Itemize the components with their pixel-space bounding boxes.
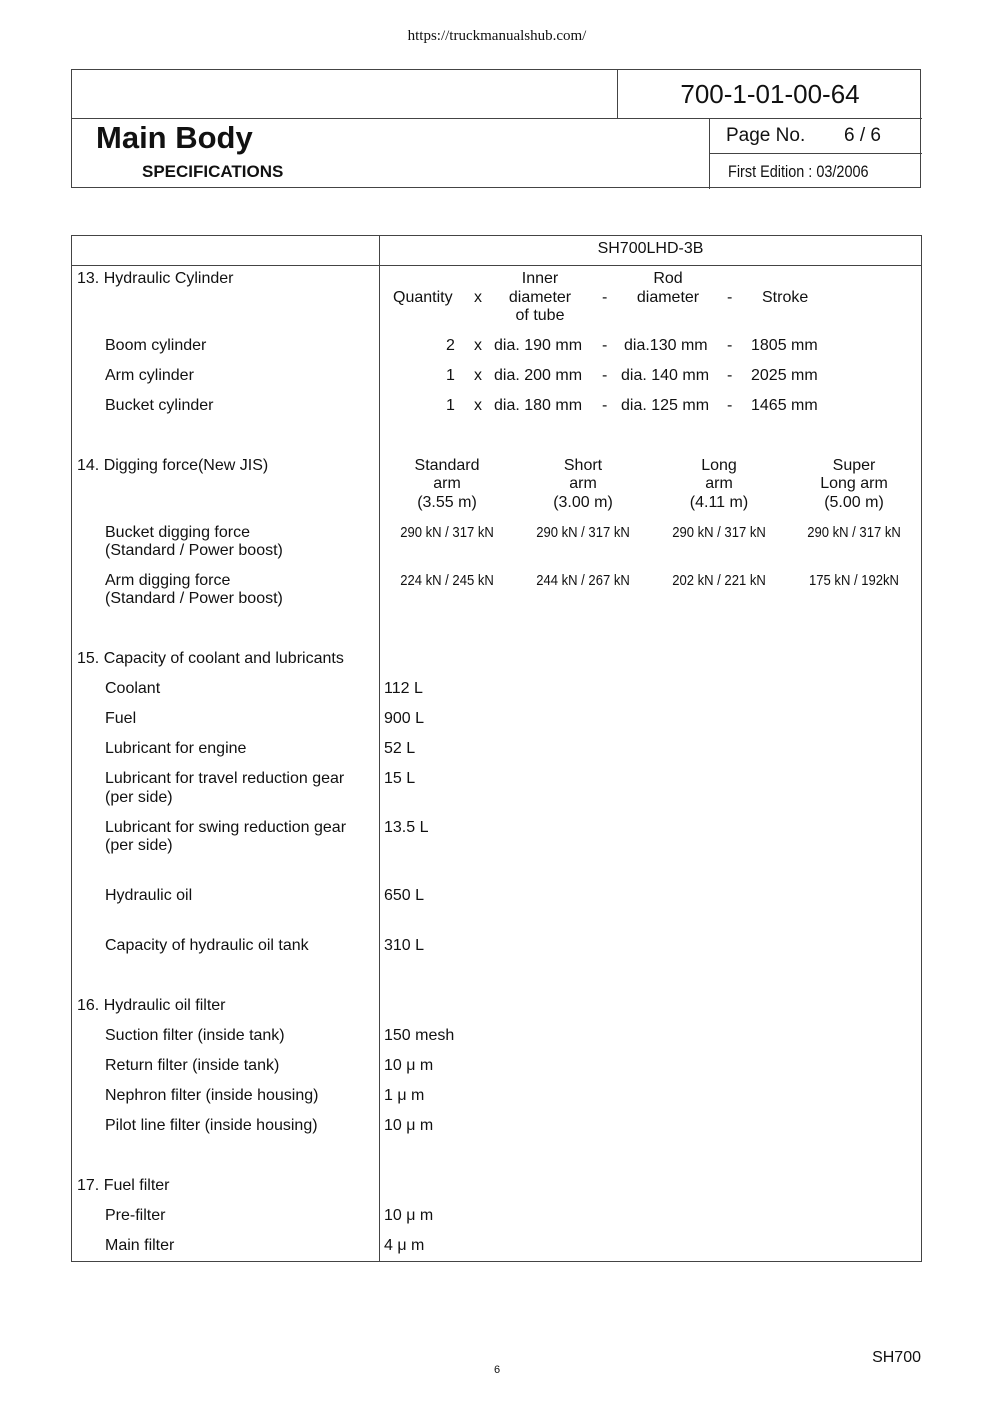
col-header-super-long-arm: Long arm	[820, 475, 888, 492]
cell-dash: -	[602, 337, 608, 354]
col-header-inner: of tube	[515, 307, 565, 324]
cell-rod: dia. 140 mm	[621, 367, 710, 384]
footer-model: SH700	[872, 1349, 921, 1366]
cell-value: 290 kN / 317 kN	[807, 524, 901, 541]
cell-rod: dia. 125 mm	[621, 397, 710, 414]
cell-dash: -	[727, 397, 733, 414]
col-header-quantity: Quantity	[393, 289, 453, 306]
cell-value: 290 kN / 317 kN	[400, 524, 494, 541]
page-number-label: Page No.	[726, 125, 806, 146]
row-label: Capacity of hydraulic oil tank	[105, 937, 309, 954]
row-label: Bucket digging force	[105, 524, 250, 541]
cell-x: x	[474, 397, 482, 414]
cell-value: 650 L	[384, 887, 425, 904]
row-label: (Standard / Power boost)	[105, 590, 283, 607]
col-header-super-long-arm: Super	[832, 457, 876, 474]
row-label: Coolant	[105, 680, 161, 697]
edition-date: First Edition : 03/2006	[728, 162, 869, 181]
cell-inner: dia. 190 mm	[494, 337, 583, 354]
col-header-long-arm: (4.11 m)	[689, 494, 749, 511]
cell-value: 1 μ m	[384, 1087, 425, 1104]
cell-value: 244 kN / 267 kN	[536, 572, 630, 589]
row-label: Suction filter (inside tank)	[105, 1027, 285, 1044]
col-header-rod: diameter	[636, 289, 700, 306]
row-label: Nephron filter (inside housing)	[105, 1087, 319, 1104]
cell-value: 10 μ m	[384, 1207, 434, 1224]
col-header-dash: -	[727, 289, 733, 306]
row-label: Pre-filter	[105, 1207, 166, 1224]
source-url: https://truckmanualshub.com/	[407, 28, 587, 44]
cell-value: 15 L	[384, 770, 416, 787]
col-header-inner: diameter	[508, 289, 572, 306]
header-box	[71, 69, 921, 188]
page-number-value: 6 / 6	[844, 125, 881, 146]
footer-page-number: 6	[493, 1364, 501, 1376]
cell-value: 202 kN / 221 kN	[672, 572, 766, 589]
row-label: Lubricant for swing reduction gear	[105, 819, 347, 836]
col-header-stroke: Stroke	[762, 289, 809, 306]
cell-quantity: 2	[446, 337, 455, 354]
cell-dash: -	[727, 337, 733, 354]
col-header-standard-arm: (3.55 m)	[417, 494, 477, 511]
cell-rod: dia.130 mm	[624, 337, 708, 354]
col-header-long-arm: Long	[701, 457, 737, 474]
col-header-short-arm: Short	[563, 457, 603, 474]
model-header: SH700LHD-3B	[597, 240, 704, 257]
section-title: 13. Hydraulic Cylinder	[77, 270, 234, 287]
cell-value: 290 kN / 317 kN	[536, 524, 630, 541]
page-title: Main Body	[96, 120, 253, 155]
col-header-inner: Inner	[521, 270, 559, 287]
row-label: Lubricant for travel reduction gear	[105, 770, 345, 787]
cell-value: 10 μ m	[384, 1057, 434, 1074]
cell-value: 13.5 L	[384, 819, 429, 836]
page-subtitle: SPECIFICATIONS	[142, 162, 284, 181]
cell-value: 900 L	[384, 710, 425, 727]
row-label: Fuel	[105, 710, 137, 727]
col-header-x: x	[474, 289, 482, 306]
cell-stroke: 1805 mm	[751, 337, 818, 354]
cell-value: 52 L	[384, 740, 416, 757]
section-title: 16. Hydraulic oil filter	[77, 997, 226, 1014]
row-label: Main filter	[105, 1237, 175, 1254]
cell-quantity: 1	[446, 397, 455, 414]
cell-dash: -	[727, 367, 733, 384]
cell-value: 112 L	[384, 680, 423, 697]
col-header-dash: -	[602, 289, 608, 306]
cell-x: x	[474, 337, 482, 354]
row-label: Arm digging force	[105, 572, 231, 589]
cell-value: 224 kN / 245 kN	[400, 572, 494, 589]
col-header-standard-arm: arm	[433, 475, 461, 492]
col-header-long-arm: arm	[705, 475, 733, 492]
row-label: Arm cylinder	[105, 367, 194, 384]
row-label: Boom cylinder	[105, 337, 207, 354]
col-header-short-arm: arm	[569, 475, 597, 492]
cell-dash: -	[602, 367, 608, 384]
section-title: 14. Digging force(New JIS)	[77, 457, 269, 474]
row-label: (per side)	[105, 789, 173, 806]
cell-value: 290 kN / 317 kN	[672, 524, 766, 541]
document-number: 700-1-01-00-64	[680, 79, 860, 109]
cell-value: 4 μ m	[384, 1237, 425, 1254]
cell-dash: -	[602, 397, 608, 414]
cell-value: 10 μ m	[384, 1117, 434, 1134]
cell-x: x	[474, 367, 482, 384]
cell-value: 310 L	[384, 937, 425, 954]
cell-stroke: 1465 mm	[751, 397, 818, 414]
section-title: 17. Fuel filter	[77, 1177, 170, 1194]
cell-quantity: 1	[446, 367, 455, 384]
col-header-standard-arm: Standard	[414, 457, 480, 474]
row-label: Pilot line filter (inside housing)	[105, 1117, 318, 1134]
row-label: (Standard / Power boost)	[105, 542, 283, 559]
specifications-table	[71, 235, 922, 1262]
col-header-rod: Rod	[653, 270, 683, 287]
row-label: Return filter (inside tank)	[105, 1057, 280, 1074]
row-label: Hydraulic oil	[105, 887, 193, 904]
section-title: 15. Capacity of coolant and lubricants	[77, 650, 344, 667]
cell-value: 150 mesh	[384, 1027, 455, 1044]
cell-inner: dia. 180 mm	[494, 397, 583, 414]
row-label: Bucket cylinder	[105, 397, 214, 414]
row-label: (per side)	[105, 837, 173, 854]
cell-stroke: 2025 mm	[751, 367, 818, 384]
row-label: Lubricant for engine	[105, 740, 247, 757]
cell-inner: dia. 200 mm	[494, 367, 583, 384]
col-header-super-long-arm: (5.00 m)	[824, 494, 884, 511]
col-header-short-arm: (3.00 m)	[553, 494, 613, 511]
cell-value: 175 kN / 192kN	[809, 572, 899, 589]
